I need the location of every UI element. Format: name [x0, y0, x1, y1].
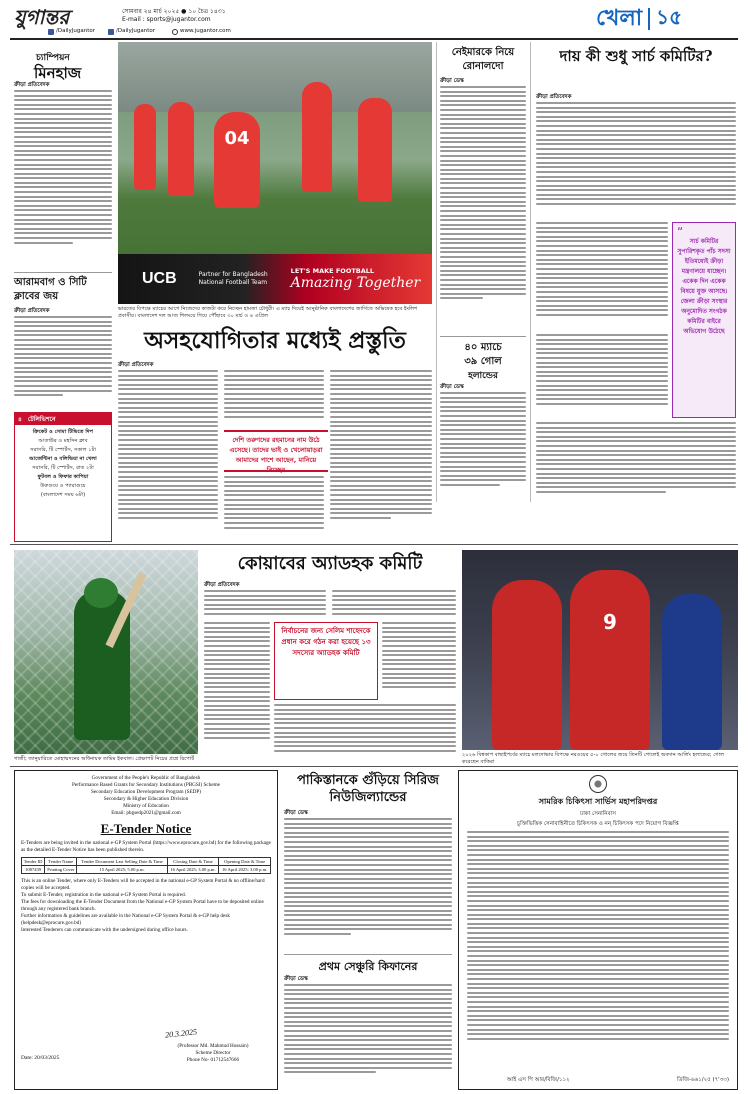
- ad-title: সামরিক চিকিৎসা সার্ভিস মহাপরিদপ্তর: [538, 797, 658, 806]
- gov-line: Performance Based Grants for Secondary Institutions (PBGSI) Scheme: [72, 782, 220, 788]
- notice-gov-block: [21, 775, 271, 817]
- table-row: [22, 866, 271, 874]
- section-rule: [10, 544, 738, 545]
- notice-title: E-Tender Notice: [100, 821, 192, 836]
- col1-story2-headline: আরামবাগ ও সিটি ক্লাবের জয়: [14, 277, 87, 302]
- signature-block: [155, 1043, 271, 1064]
- haaland-stat-name: হলান্ডের: [468, 371, 498, 381]
- table-cell: Printing Cover: [45, 866, 77, 874]
- main-text-col2b: [224, 476, 324, 540]
- haaland-photo: [462, 550, 738, 750]
- globe-icon: [172, 29, 178, 35]
- notice-body-line: Further information & guidelines are available in the National e-GP System Portal & e-GP help desk (helpdesk@eprocure.gov.bd): [21, 913, 230, 926]
- tender-table-header: [22, 858, 271, 866]
- table-cell: 16 April 2025; 3.00 p.m.: [219, 866, 271, 874]
- haaland-stat-bottom: ৩৯ গোল: [464, 356, 502, 367]
- notice-body-line: To submit E-Tender, registration in the national e-GP System Portal is required.: [21, 892, 186, 898]
- search-committee-text-b: [536, 222, 668, 332]
- player-figure: [492, 580, 562, 750]
- player-figure: [302, 82, 332, 192]
- medical-services-ad: [458, 770, 738, 1090]
- search-committee-text-a: [536, 102, 736, 222]
- main-text-col1: [118, 370, 218, 540]
- table-cell: 16 April 2025; 3.00 p.m.: [167, 866, 219, 874]
- main-text-col3: [330, 370, 432, 540]
- notice-intro: E-Tenders are being invited in the national e-GP System Portal (https://www.eprocure.gov.bd) for the following package as the detailed E-Tender Notice has been published therein.: [21, 840, 271, 853]
- section-rule: [10, 766, 738, 767]
- main-headline: অসহযোগিতার মধ্যেই প্রস্তুতি: [144, 327, 406, 354]
- cricket-photo-caption: গাজী; জানুয়ারিতে মোহাম্মদনের অধিনায়ক তামিম ইকবাল। প্রেক্ষাপট নিচের প্রশ্নে রিপোর্ট: [14, 756, 195, 762]
- koab-text-col1b: [204, 622, 270, 762]
- pak-story-text: [284, 818, 452, 952]
- tv-box: [14, 412, 112, 542]
- cricket-player-photo: [14, 550, 198, 754]
- army-emblem-icon: [589, 775, 607, 793]
- search-committee-headline: দায় কী শুধু সার্চ কমিটির?: [559, 47, 713, 65]
- search-committee-text-c: [536, 334, 668, 420]
- player-figure: [168, 102, 194, 196]
- neymar-headline: নেইমারকে নিয়ে রোনালদো: [451, 47, 515, 72]
- koab-text-col2c: [274, 704, 456, 762]
- gov-line: Secondary & Higher Education Division: [103, 796, 189, 802]
- player-figure-main: [214, 112, 260, 208]
- signature-name: (Professor Md. Mahmud Hossain): [177, 1043, 249, 1049]
- tv-box-header: [15, 413, 111, 425]
- player-figure: [662, 594, 722, 750]
- jersey-number: 04: [224, 128, 250, 149]
- main-pullquote: দেশি তরুণদের রহমানের নাম উঠে এসেছে। তাদের ভাই ও খেলোয়াড়রা আমাদের পাশে আছেন, মানিয়ে নিচ্ছেন: [229, 436, 323, 474]
- koab-headline: কোয়াবের অ্যাডহক কমিটি: [237, 553, 423, 574]
- koab-text-col2: [332, 590, 456, 620]
- koab-pullquote-box: [274, 622, 378, 700]
- tender-table: [21, 857, 271, 874]
- slogan-block: [291, 267, 421, 291]
- gov-line: Ministry of Education: [123, 803, 169, 809]
- search-committee-byline: ক্রীড়া প্রতিবেদক: [536, 94, 572, 100]
- col1-headline: মিনহাজ: [34, 64, 82, 82]
- pak-byline: ক্রীড়া ডেস্ক: [284, 810, 308, 816]
- slogan: Amazing Together: [290, 275, 421, 291]
- social-handle-facebook: /DailyJugantor: [56, 28, 96, 34]
- table-header-cell: Closing Date & Time: [167, 858, 219, 866]
- search-committee-text-d: [536, 422, 736, 502]
- kifan-headline: প্রথম সেঞ্চুরি কিফানের: [318, 960, 418, 973]
- col-divider: [436, 42, 437, 502]
- sponsor-banner: [118, 254, 432, 304]
- koab-pullquote: নির্বাচনের জন্য সেলিম শাহেদকে প্রধান করে গঠন করা হয়েছে ১৩ সদস্যের অ্যাডহক কমিটি: [281, 627, 371, 657]
- col1-story2-text: [14, 316, 112, 412]
- tv-item: (বাংলাদেশ সময় ৬টা): [40, 492, 86, 498]
- pak-headline: পাকিস্তানকে গুঁড়িয়ে সিরিজ নিউজিল্যান্ডের: [297, 773, 439, 805]
- page-number: ১৫: [656, 4, 683, 29]
- player-figure-main: [570, 570, 650, 750]
- player-figure: [358, 98, 392, 202]
- section-divider: [648, 8, 650, 30]
- notice-date: Date: 20/03/2025: [21, 1055, 60, 1061]
- koab-byline: ক্রীড়া প্রতিবেদক: [204, 582, 240, 588]
- signature-scrawl: 20.3.2025: [164, 1027, 198, 1040]
- notice-body-line: The fees for downloading the E-Tender Document from the National e-GP System Portal have to be deposited online through any registered bank branch.: [21, 899, 264, 912]
- ad-footer-code: আই এস পি আর/বিজি/১১২: [507, 1077, 570, 1083]
- neymar-divider: [440, 336, 526, 337]
- table-cell: 15 April 2025; 5.00 p.m.: [77, 866, 167, 874]
- tv-item: আর্জেন্টিনা ও বলিভিয়া না খেলা: [29, 456, 97, 462]
- tv-item: সরাসরি, টি স্পোর্টস, রাত ২টা: [32, 465, 94, 471]
- gov-line: Secondary Education Development Program (SEDP): [90, 789, 202, 795]
- football-photo-caption: ভারতের বিপক্ষে ম্যাচের আগে নিজেদের কাজটা করে নিচ্ছেন হামজা চৌধুরী। এ ম্যাচ দিয়েই আনুষ্ঠানিক বাংলাদেশের জার্সিতে অভিষেক হবে ইংলিশ প্রবাসীর। বাংলাদেশ দল আজ শিলংয়ে গিয়ে পৌঁছাবে ৩০ মার্চ ও ৪ এপ্রিল: [118, 306, 418, 319]
- tv-item: আতাউর ও মহসিন ক্লাব: [38, 438, 88, 444]
- main-text-col2: [224, 370, 324, 428]
- batsman-helmet: [84, 578, 118, 608]
- neymar-byline: ক্রীড়া ডেস্ক: [440, 78, 464, 84]
- issue-date: সোমবার ২৪ মার্চ ২০২৫ ● ১০ চৈত্র ১৪৩১: [122, 8, 226, 15]
- tv-box-number: ৪: [18, 415, 22, 423]
- section-label: [596, 6, 682, 32]
- tv-box-title: টেলিভিশনে: [27, 415, 56, 423]
- koab-text-col2b: [382, 622, 456, 702]
- haaland-photo-caption: ২০২৬ বিশ্বকাপ বাছাইপর্বের ম্যাচে মলদোভার বিপক্ষে নরওয়ের ৫-০ গোলের জয়ে তিনটি গোলেই অবদান আর্লিং হলান্ডের; গোল করেছেন বাকিরা: [462, 752, 725, 765]
- table-header-cell: Tender Name: [45, 858, 77, 866]
- ad-subtitle: ঢাকা সেনানিবাস: [580, 811, 616, 817]
- col-divider: [530, 42, 531, 502]
- haaland-story-text: [440, 392, 526, 502]
- facebook-icon: [48, 29, 54, 35]
- tv-item: সরাসরি, টি স্পোর্টস, সকাল ১টা: [30, 447, 96, 453]
- ad-line: চুক্তিভিত্তিক সেনাবাহিনীতে চিকিৎসক ও নন্ চিকিৎসক পদে নিয়োগ বিজ্ঞপ্তি: [517, 821, 679, 827]
- ucb-logo: UCB: [142, 270, 177, 287]
- table-header-cell: Opening Date & Time: [219, 858, 271, 866]
- masthead-email: E-mail : sports@jugantor.com: [122, 16, 211, 23]
- gov-line: Email: pbgsedp2021@gmail.com: [111, 810, 181, 816]
- tv-item: ক্রিকেট ও সোমা টিভিতে দিপ: [32, 429, 94, 435]
- etender-notice: [14, 770, 278, 1090]
- ad-body-text: [467, 831, 729, 1071]
- kifan-story-text: [284, 984, 452, 1090]
- football-training-photo: [118, 42, 432, 304]
- col1-kicker: চ্যাম্পিয়ন: [36, 53, 70, 63]
- table-header-cell: Tender ID: [22, 858, 45, 866]
- main-pullquote-box: [224, 430, 328, 472]
- haaland-stat-top: ৪০ ম্যাচে: [464, 342, 502, 353]
- main-byline: ক্রীড়া প্রতিবেদক: [118, 362, 154, 368]
- tv-item: উরুগুয়ে ও প্যারাগুয়ে: [40, 483, 86, 489]
- section-title: খেলা: [596, 4, 643, 31]
- search-committee-pullquote: সার্চ কমিটির সুপারিশকৃত পাঁচ সদস্য ইতিমধ্যেই ক্রীড়া মন্ত্রণালয়ে যাচ্ছেন। একেক দিন একেক বিষয়ে যুক্ত আসছে। জেলা ক্রীড়া সংস্থার অনুমোদিত সংগঠক কমিটির বাইরে অভিযোগ উঠেছে: [677, 238, 731, 335]
- masthead: [0, 0, 748, 40]
- website-url: www.jugantor.com: [180, 28, 231, 34]
- kifan-byline: ক্রীড়া ডেস্ক: [284, 976, 308, 982]
- notice-body-line: Interested Tenderers can communicate with the undersigned during office hours.: [21, 927, 188, 933]
- tv-list: [15, 425, 111, 503]
- ad-footer-ref: ডিজি-৬৬১/২৫ (৭'৩৩): [676, 1077, 729, 1083]
- notice-body: [21, 878, 271, 934]
- col1-byline: ক্রীড়া প্রতিবেদক: [14, 82, 50, 88]
- col1-story-text: [14, 90, 112, 268]
- notice-body-line: This is an online Tender, where only E-Tenders will be accepted in the national e-GP System Portal & no offline/hard copies will be accepted.: [21, 878, 265, 891]
- pullquote-quote-icon: “: [677, 225, 684, 239]
- neymar-story-text: [440, 86, 526, 332]
- signature-phone: Phone No- 01712547666: [186, 1057, 240, 1063]
- gov-line: Government of the People's Republic of Bangladesh: [91, 775, 201, 781]
- social-handle-twitter: /DailyJugantor: [116, 28, 156, 34]
- facebook-icon: [108, 29, 114, 35]
- search-committee-pullquote-box: [672, 222, 736, 418]
- tv-item: ফুটবল ও ফিফার কাপিয়া: [37, 474, 89, 480]
- player-figure: [134, 104, 156, 190]
- newspaper-logo: যুগান্তর: [14, 5, 70, 29]
- slogan-top: LET'S MAKE FOOTBALL: [290, 267, 375, 275]
- signature-title: Scheme Director: [195, 1050, 231, 1056]
- koab-text-col1: [204, 590, 326, 620]
- col1-divider: [14, 272, 112, 273]
- table-header-cell: Tender Document Last Selling Date & Time: [77, 858, 167, 866]
- table-cell: 1087439: [22, 866, 45, 874]
- masthead-rule: [10, 38, 738, 40]
- partner-text: Partner for Bangladesh National Football Team: [198, 271, 268, 286]
- haaland-stat-byline: ক্রীড়া ডেস্ক: [440, 384, 464, 390]
- pak-divider: [284, 954, 452, 955]
- col1-story2-byline: ক্রীড়া প্রতিবেদক: [14, 308, 50, 314]
- haaland-jersey-number: 9: [603, 610, 617, 634]
